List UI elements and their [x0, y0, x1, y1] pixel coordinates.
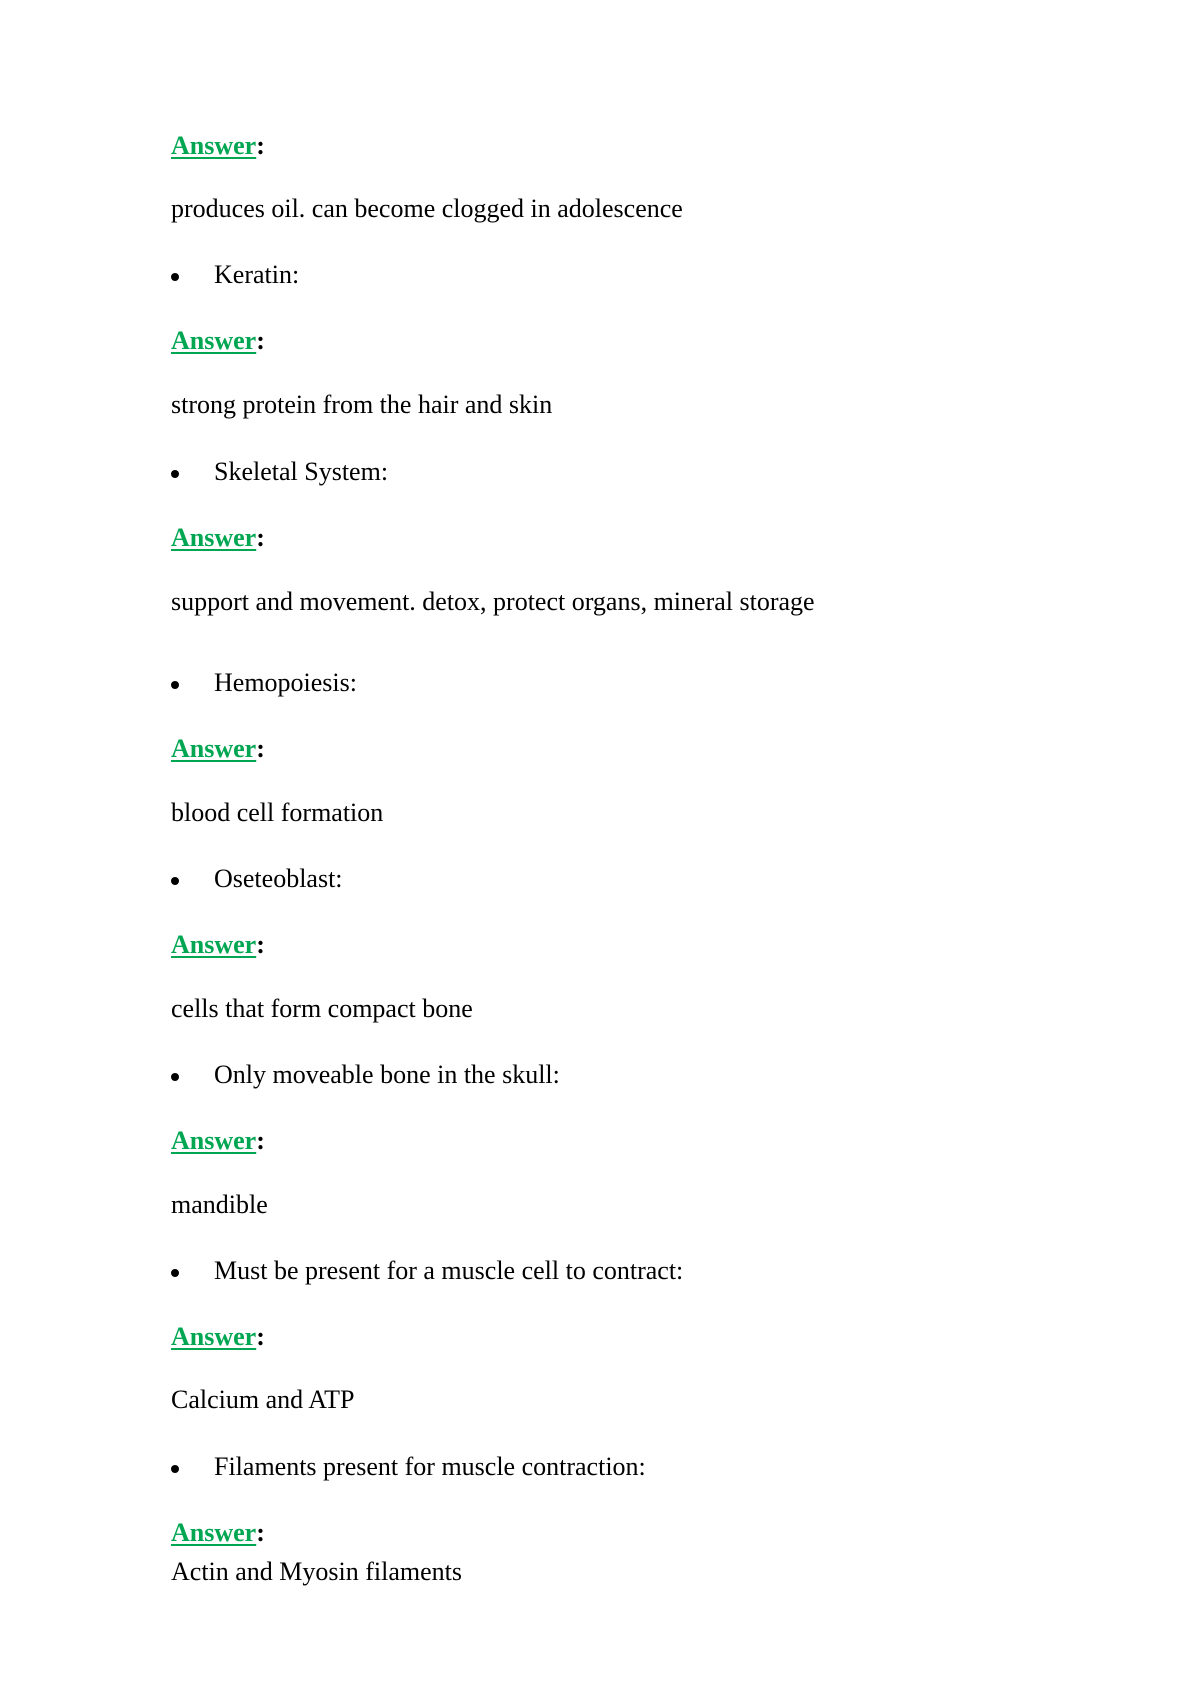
answer-heading: [171, 1517, 265, 1549]
answer-link[interactable]: Answer: [171, 1126, 257, 1155]
answer-colon: :: [256, 734, 265, 763]
answer-text: Actin and Myosin filaments: [171, 1557, 463, 1586]
answer-link[interactable]: Answer: [171, 326, 257, 355]
answer-link[interactable]: Answer: [171, 734, 257, 763]
answer-heading: [171, 130, 265, 162]
answer-colon: :: [256, 523, 265, 552]
answer-heading: [171, 1125, 265, 1157]
answer-heading: [171, 522, 265, 554]
question-text: Skeletal System:: [214, 457, 389, 486]
answer-text: support and movement. detox, protect organs, mineral storage: [171, 587, 815, 616]
answer-text: strong protein from the hair and skin: [171, 390, 553, 419]
question-text: Only moveable bone in the skull:: [214, 1060, 560, 1089]
bullet-icon: [171, 681, 179, 689]
answer-link[interactable]: Answer: [171, 1322, 257, 1351]
answer-colon: :: [256, 131, 265, 160]
answer-link[interactable]: Answer: [171, 523, 257, 552]
answer-heading: [171, 929, 265, 961]
answer-heading: [171, 733, 265, 765]
answer-heading: [171, 325, 265, 357]
question-text: Keratin:: [214, 260, 300, 289]
answer-link[interactable]: Answer: [171, 930, 257, 959]
bullet-icon: [171, 1465, 179, 1473]
bullet-icon: [171, 877, 179, 885]
question-text: Filaments present for muscle contraction:: [214, 1452, 646, 1481]
bullet-icon: [171, 1073, 179, 1081]
bullet-icon: [171, 1269, 179, 1277]
bullet-icon: [171, 273, 179, 281]
question-text: Hemopoiesis:: [214, 668, 357, 697]
answer-colon: :: [256, 326, 265, 355]
answer-colon: :: [256, 1322, 265, 1351]
answer-link[interactable]: Answer: [171, 1518, 257, 1547]
question-text: Must be present for a muscle cell to contract:: [214, 1256, 684, 1285]
answer-colon: :: [256, 1518, 265, 1547]
bullet-icon: [171, 470, 179, 478]
answer-colon: :: [256, 1126, 265, 1155]
answer-text: cells that form compact bone: [171, 994, 473, 1023]
answer-colon: :: [256, 930, 265, 959]
answer-text: mandible: [171, 1190, 268, 1219]
question-text: Oseteoblast:: [214, 864, 343, 893]
answer-text: Calcium and ATP: [171, 1385, 355, 1414]
answer-heading: [171, 1321, 265, 1353]
answer-text: blood cell formation: [171, 798, 384, 827]
answer-text: produces oil. can become clogged in adolescence: [171, 194, 683, 223]
answer-link[interactable]: Answer: [171, 131, 257, 160]
